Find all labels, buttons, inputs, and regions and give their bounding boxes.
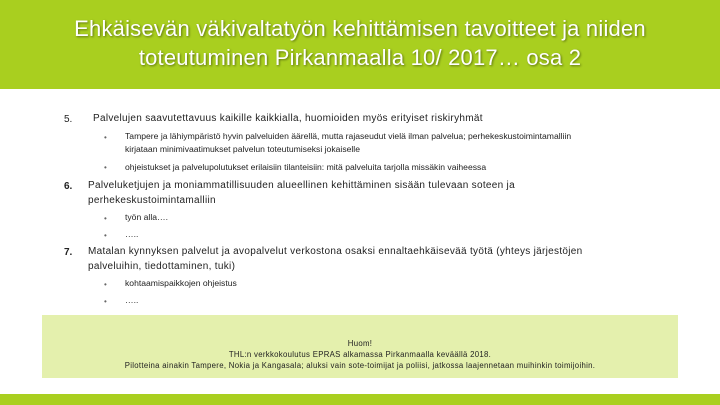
bullet-icon: • bbox=[104, 163, 107, 172]
item-text-continued: perhekeskustoimintamalliin bbox=[88, 195, 216, 206]
bullet-text: ohjeistukset ja palvelupolutukset erilaisiin tilanteisiin: mitä palveluita tarjolla missäkin vaiheessa bbox=[125, 162, 487, 172]
item-text: Palveluketjujen ja moniammatillisuuden alueellinen kehittäminen sisään tulevaan soteen ja bbox=[88, 180, 515, 191]
slide-title: Ehkäisevän väkivaltatyön kehittämisen tavoitteet ja niiden toteutuminen Pirkanmaalla 10/ 2017… osa 2 bbox=[74, 16, 646, 70]
item-text: Matalan kynnyksen palvelut ja avopalvelut verkostona osaksi ennaltaehkäisevää työtä (yhteys järjestöjen bbox=[88, 246, 583, 257]
bullet-text: kohtaamispaikkojen ohjeistus bbox=[125, 278, 237, 288]
bullet-icon: • bbox=[104, 231, 107, 240]
bullet-text: ….. bbox=[125, 229, 139, 239]
note-heading: Huom! bbox=[347, 339, 373, 348]
bullet-icon: • bbox=[104, 133, 107, 142]
item-number: 7. bbox=[64, 247, 73, 258]
item-text-continued: palveluihin, tiedottaminen, tuki) bbox=[88, 261, 236, 272]
item-text: Palvelujen saavutettavuus kaikille kaikkialla, huomioiden myös erityiset riskiryhmät bbox=[93, 113, 483, 124]
bullet-icon: • bbox=[104, 214, 107, 223]
bullet-text: Tampere ja lähiympäristö hyvin palveluiden äärellä, mutta rajaseudut vielä ilman palvelua; perhekeskustoimintamalliin bbox=[125, 131, 572, 141]
note-box bbox=[42, 315, 678, 378]
bullet-text-continued: kirjataan minimivaatimukset palvelun toteutumiseksi jokaiselle bbox=[125, 144, 360, 154]
bullet-text: työn alla…. bbox=[125, 212, 168, 222]
footer-bar bbox=[0, 394, 720, 405]
bullet-icon: • bbox=[104, 297, 107, 306]
item-number: 6. bbox=[64, 181, 73, 192]
note-text: THL:n verkkokoulutus EPRAS alkamassa Pirkanmaalla keväällä 2018. bbox=[228, 350, 492, 359]
bullet-text: ….. bbox=[125, 295, 139, 305]
note-text: Pilotteina ainakin Tampere, Nokia ja Kangasala; aluksi vain sote-toimijat ja poliisi, jatkossa laajennetaan muihinkin toimijoihin. bbox=[124, 361, 596, 370]
item-number: 5. bbox=[64, 114, 73, 125]
bullet-icon: • bbox=[104, 280, 107, 289]
